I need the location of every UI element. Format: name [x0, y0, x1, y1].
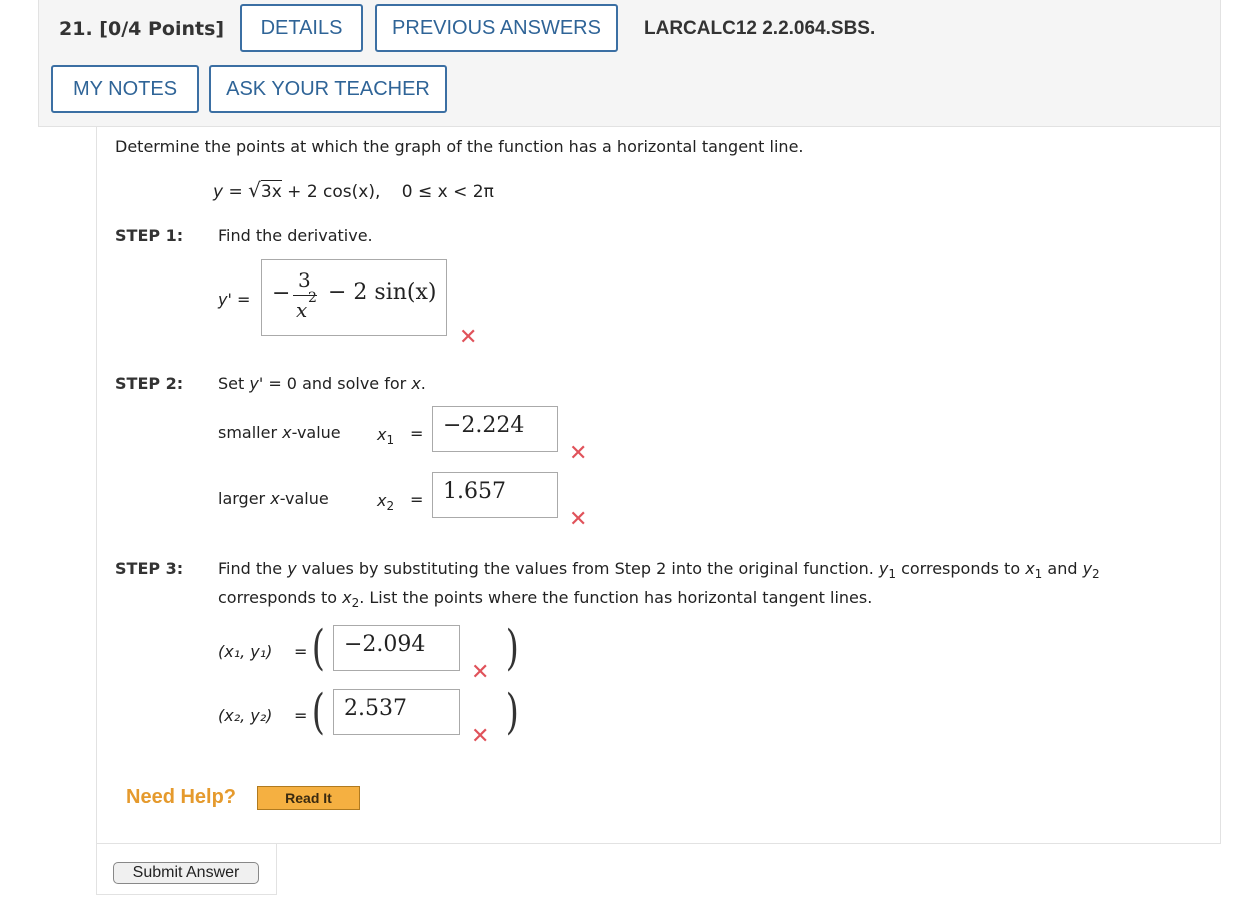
- x2-equals: =: [410, 490, 424, 509]
- x1-answer-box[interactable]: −2.224: [432, 406, 558, 452]
- points-label: [0/4 Points]: [99, 18, 225, 40]
- step3-label: STEP 3:: [115, 559, 184, 578]
- function-expression: y = √3x + 2 cos(x), 0 ≤ x < 2π: [213, 178, 494, 202]
- need-help-label: Need Help?: [126, 786, 237, 808]
- problem-code: LARCALC12 2.2.064.SBS.: [644, 18, 876, 39]
- step1-instruction: Find the derivative.: [218, 226, 373, 245]
- point1-equals: =: [294, 642, 308, 661]
- ask-your-teacher-button[interactable]: ASK YOUR TEACHER: [209, 65, 447, 113]
- step3-instruction-line2: corresponds to $x_2$. List the points where the function has horizontal tangent lines.: [218, 588, 873, 611]
- details-button[interactable]: DETAILS: [240, 4, 363, 52]
- question-number: 21. [0/4 Points]: [59, 18, 225, 40]
- x-mark-icon: ✕: [471, 724, 490, 749]
- left-paren: (: [311, 684, 325, 740]
- my-notes-button[interactable]: MY NOTES: [51, 65, 199, 113]
- point2-label: (x₂, y₂): [218, 706, 273, 725]
- step2-label: STEP 2:: [115, 374, 184, 393]
- point2-answer-box[interactable]: 2.537: [333, 689, 460, 735]
- x-mark-icon: ✕: [569, 441, 588, 466]
- step1-derivative-label: y' =: [218, 290, 251, 309]
- step1-label: STEP 1:: [115, 226, 184, 245]
- x-mark-icon: ✕: [459, 325, 478, 350]
- right-paren: ): [505, 684, 519, 740]
- x-mark-icon: ✕: [569, 507, 588, 532]
- smaller-x-label: smaller x-value: [218, 423, 341, 442]
- x1-label: $x_1$: [377, 425, 395, 448]
- step2-instruction: Set y' = 0 and solve for x.: [218, 374, 426, 393]
- sqrt-symbol: √: [248, 178, 261, 202]
- read-it-button[interactable]: Read It: [257, 786, 360, 810]
- x2-label: $x_2$: [377, 491, 395, 514]
- larger-x-label: larger x-value: [218, 489, 329, 508]
- previous-answers-button[interactable]: PREVIOUS ANSWERS: [375, 4, 618, 52]
- function-domain: 0 ≤ x < 2π: [401, 182, 494, 202]
- x1-equals: =: [410, 424, 424, 443]
- prompt-text: Determine the points at which the graph of the function has a horizontal tangent line.: [115, 137, 804, 156]
- left-paren: (: [311, 620, 325, 676]
- point1-label: (x₁, y₁): [218, 642, 273, 661]
- point2-equals: =: [294, 706, 308, 725]
- point1-answer-box[interactable]: −2.094: [333, 625, 460, 671]
- derivative-answer-box[interactable]: − 3 x 2 − 2 sin(x): [261, 259, 447, 336]
- right-paren: ): [505, 620, 519, 676]
- submit-answer-button[interactable]: Submit Answer: [113, 862, 259, 884]
- x-mark-icon: ✕: [471, 660, 490, 685]
- x2-answer-box[interactable]: 1.657: [432, 472, 558, 518]
- step3-instruction-line1: Find the y values by substituting the values from Step 2 into the original function. $y_1$ corresponds to $x_1$ and $y_2$: [218, 559, 1100, 582]
